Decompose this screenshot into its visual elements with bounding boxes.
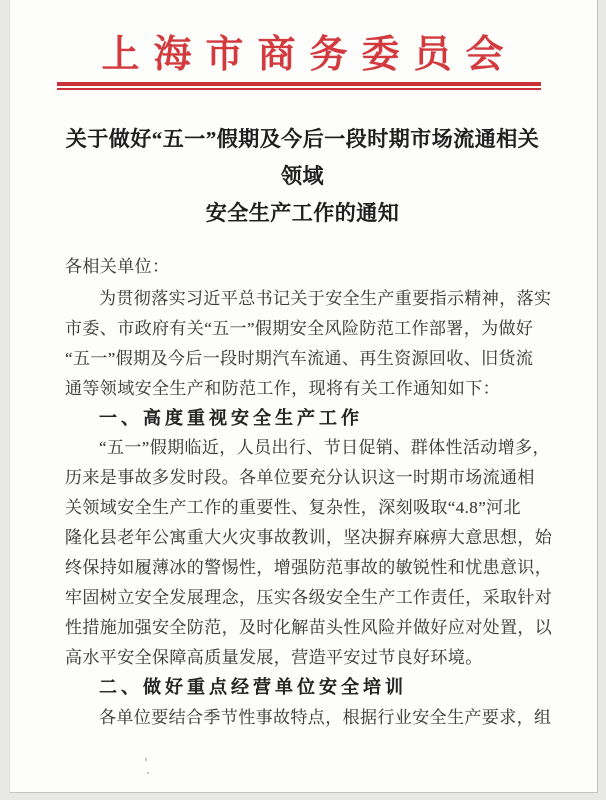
title-line-1: 关于做好“五一”假期及今后一段时期市场流通相关领域 [65, 127, 540, 188]
body-text-line: 市委、市政府有关“五一”假期安全风险防范工作部署，为做好 [65, 318, 534, 338]
header-divider-thin-line [57, 88, 541, 90]
salutation: 各相关单位： [65, 257, 170, 276]
body-text-line: 通等领域安全生产和防范工作，现将有关工作通知如下： [65, 378, 500, 398]
body-text-line: “五一”假期及今后一段时期汽车流通、再生资源回收、旧货流 [65, 348, 534, 368]
body-text-line: 为贯彻落实习近平总书记关于安全生产重要指示精神，落实 [99, 288, 552, 308]
section-heading: 二、做好重点经营单位安全培训 [99, 676, 407, 697]
body-text-line: 牢固树立安全发展理念，压实各级安全生产工作责任，采取针对 [65, 587, 553, 607]
document-body [65, 284, 553, 733]
title-line-2: 安全生产工作的通知 [205, 201, 400, 225]
body-text-line: “五一”假期临近，人员出行、节日促销、群体性活动增多， [99, 438, 550, 458]
section-heading: 一、高度重视安全生产工作 [99, 407, 363, 428]
body-text-line: 终保持如履薄冰的警惕性，增强防范事故的敏锐性和忧患意识， [65, 558, 553, 578]
body-text-line: 隆化县老年公寓重大火灾事故教训，坚决摒弃麻痹大意思想，始 [65, 528, 553, 548]
body-text-line: 关领域安全生产工作的重要性、复杂性，深刻吸取“4.8”河北 [65, 498, 521, 518]
body-text-line: 高水平安全保障高质量发展，营造平安过节良好环境。 [65, 647, 483, 667]
scan-speck [145, 758, 147, 761]
body-text-line: 各单位要结合季节性事故特点，根据行业安全生产要求，组 [99, 707, 552, 727]
document-title [65, 121, 540, 232]
agency-name: 上海市商务委员会 [101, 34, 518, 76]
header-divider [57, 82, 541, 90]
body-text-line: 性措施加强安全防范，及时化解苗头性风险并做好应对处置，以 [65, 617, 553, 637]
body-text-line: 历来是事故多发时段。各单位要充分认识这一时期市场流通相 [65, 468, 535, 488]
document-page [9, 0, 598, 793]
scan-speck [147, 772, 149, 774]
